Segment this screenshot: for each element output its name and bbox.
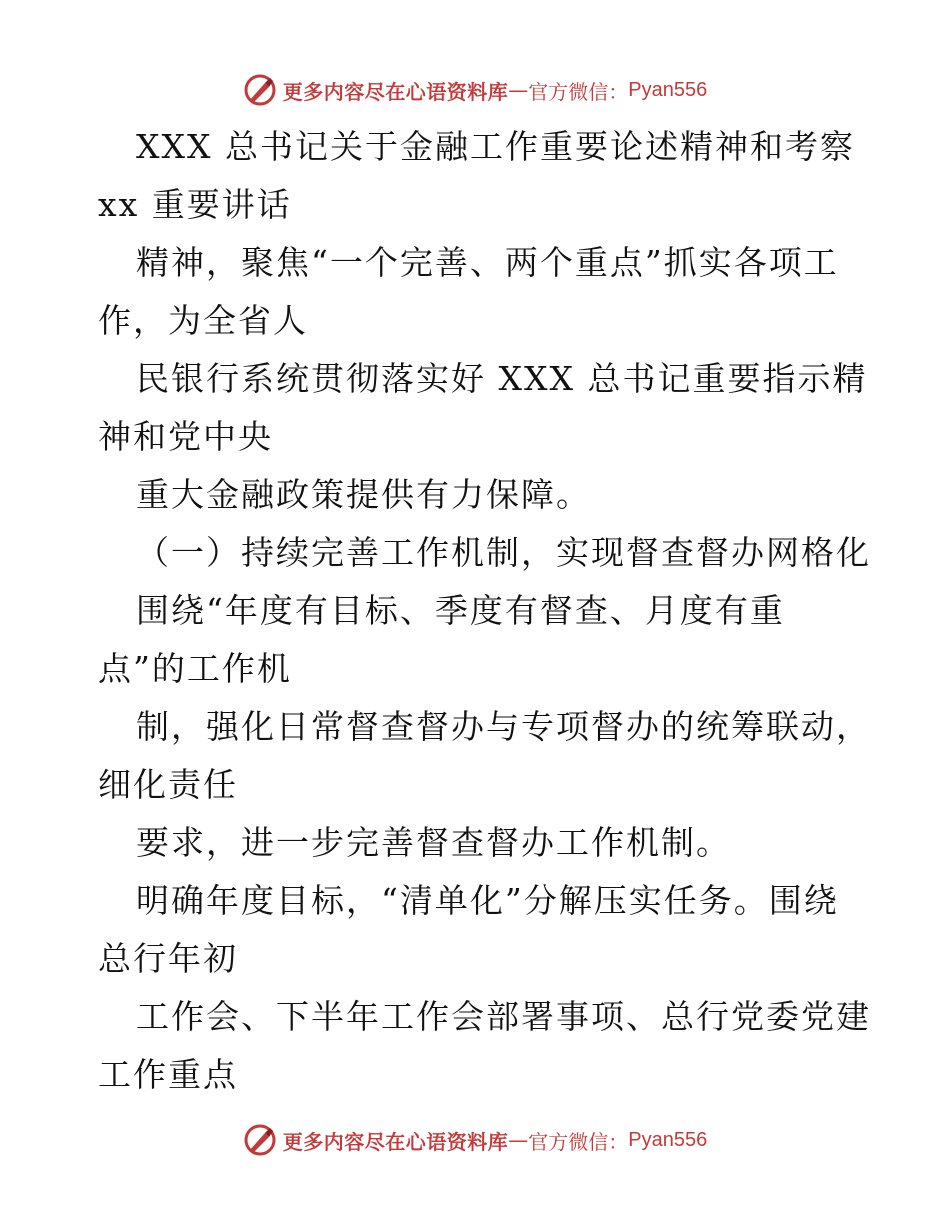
paragraph-line: （一）持续完善工作机制，实现督查督办网格化 [136,533,871,572]
paragraph-line: 制，强化日常督查督办与专项督办的统筹联动， [136,707,871,746]
paragraph-line: 总行年初 [98,939,238,978]
paragraph-line: 围绕“年度有目标、季度有督查、月度有重 [136,591,785,630]
footer-watermark [0,1120,950,1160]
document-body [98,118,871,1104]
watermark-label: 官方微信： [528,79,629,104]
pen-logo-icon [243,1123,277,1157]
watermark-label: 官方微信： [528,1129,629,1154]
paragraph-line: 工作重点 [98,1055,238,1094]
header-watermark [0,70,950,110]
watermark-main-text: 更多内容尽在心语资料库 [282,1129,509,1154]
watermark-id: Pyan556 [628,1128,708,1151]
paragraph-line: 作，为全省人 [98,301,308,340]
paragraph-line: 工作会、下半年工作会部署事项、总行党委党建 [136,997,871,1036]
paragraph-line: 民银行系统贯彻落实好 XXX 总书记重要指示精 [136,359,868,398]
watermark-main-text: 更多内容尽在心语资料库 [282,79,509,104]
paragraph-line: 明确年度目标，“清单化”分解压实任务。围绕 [136,881,839,920]
paragraph-line: 细化责任 [98,765,238,804]
paragraph-line: XXX 总书记关于金融工作重要论述精神和考察 [136,127,855,166]
paragraph-line: xx 重要讲话 [98,185,292,224]
paragraph-line: 精神，聚焦“一个完善、两个重点”抓实各项工 [136,243,839,282]
paragraph-line: 神和党中央 [98,417,273,456]
pen-logo-icon [243,73,277,107]
paragraph-line: 重大金融政策提供有力保障。 [136,475,591,514]
watermark-separator: — [508,1128,529,1152]
watermark-id: Pyan556 [628,78,708,101]
paragraph-line: 点”的工作机 [98,649,292,688]
watermark-separator: — [508,78,529,102]
paragraph-line: 要求，进一步完善督查督办工作机制。 [136,823,731,862]
